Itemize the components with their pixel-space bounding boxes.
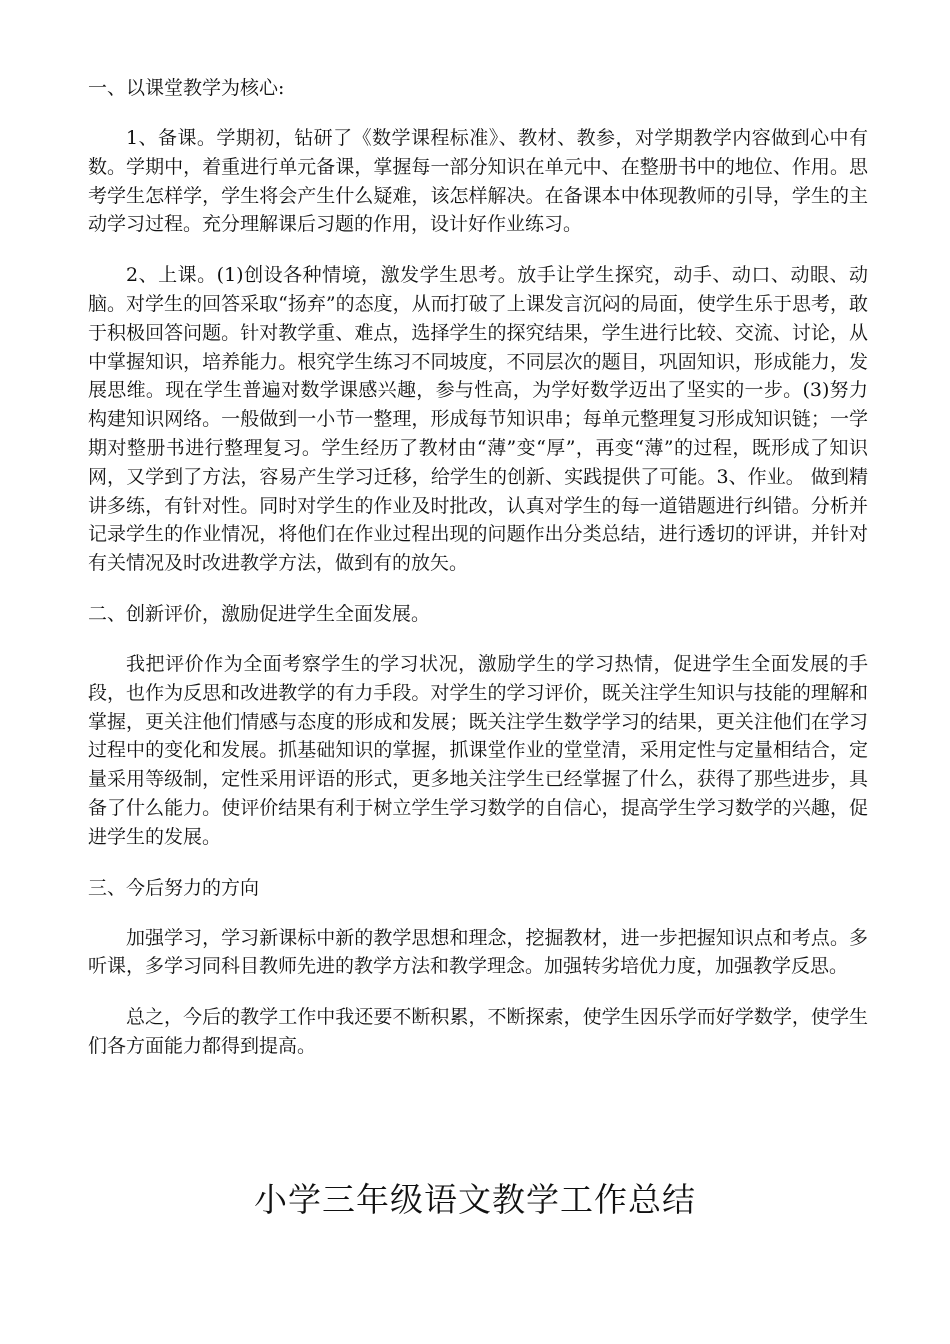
section-heading: 一、以课堂教学为核心: [88,77,285,99]
document-body [88,74,868,1083]
paragraph: 2、上课。(1)创设各种情境，激发学生思考。放手让学生探究，动手、动口、动眼、动脑。对学生的回答采取“扬弃”的态度，从而打破了上课发言沉闷的局面，使学生乐于思考，敢于积极回答问题。针对教学重、难点，选择学生的探究结果，学生进行比较、交流、讨论，从中掌握知识，培养能力。根究学生练习不同坡度，不同层次的题目，巩固知识，形成能力，发展思维。现在学生普遍对数学课感兴趣，参与性高，为学好数学迈出了坚实的一步。(3)努力构建知识网络。一般做到一小节一整理，形成每节知识串；每单元整理复习形成知识链；一学期对整册书进行整理复习。学生经历了教材由“薄”变“厚”，再变“薄”的过程，既形成了知识网，又学到了方法，容易产生学习迁移，给学生的创新、实践提供了可能。3、作业。 做到精讲多练，有针对性。同时对学生的作业及时批改，认真对学生的每一道错题进行纠错。分析并记录学生的作业情况，将他们在作业过程出现的问题作出分类总结，进行透切的评讲，并针对有关情况及时改进教学方法，做到有的放矢。 [88,264,868,575]
paragraph: 1、备课。学期初，钻研了《数学课程标准》、教材、教参，对学期教学内容做到心中有数。学期中，着重进行单元备课，掌握每一部分知识在单元中、在整册书中的地位、作用。思考学生怎样学，学生将会产生什么疑难，该怎样解决。在备课本中体现教师的引导，学生的主动学习过程。充分理解课后习题的作用，设计好作业练习。 [88,127,868,236]
section-heading: 二、创新评价，激励促进学生全面发展。 [88,602,431,625]
paragraph: 加强学习，学习新课标中新的教学思想和理念，挖掘教材，进一步把握知识点和考点。多听课，多学习同科目教师先进的教学方法和教学理念。加强转劣培优力度，加强教学反思。 [88,926,868,978]
section-heading: 三、今后努力的方向 [88,876,260,899]
paragraph: 总之，今后的教学工作中我还要不断积累，不断探索，使学生因乐学而好学数学，使学生们各方面能力都得到提高。 [88,1006,868,1057]
paragraph: 我把评价作为全面考察学生的学习状况，激励学生的学习热情，促进学生全面发展的手段，也作为反思和改进教学的有力手段。对学生的学习评价，既关注学生知识与技能的理解和掌握，更关注他们情感与态度的形成和发展；既关注学生数学学习的结果，更关注他们在学习过程中的变化和发展。抓基础知识的掌握，抓课堂作业的堂堂清，采用定性与定量相结合，定量采用等级制，定性采用评语的形式，更多地关注学生已经掌握了什么，获得了那些进步，具备了什么能力。使评价结果有利于树立学生学习数学的自信心，提高学生学习数学的兴趣，促进学生的发展。 [88,652,868,848]
document-title: 小学三年级语文教学工作总结 [254,1180,696,1219]
